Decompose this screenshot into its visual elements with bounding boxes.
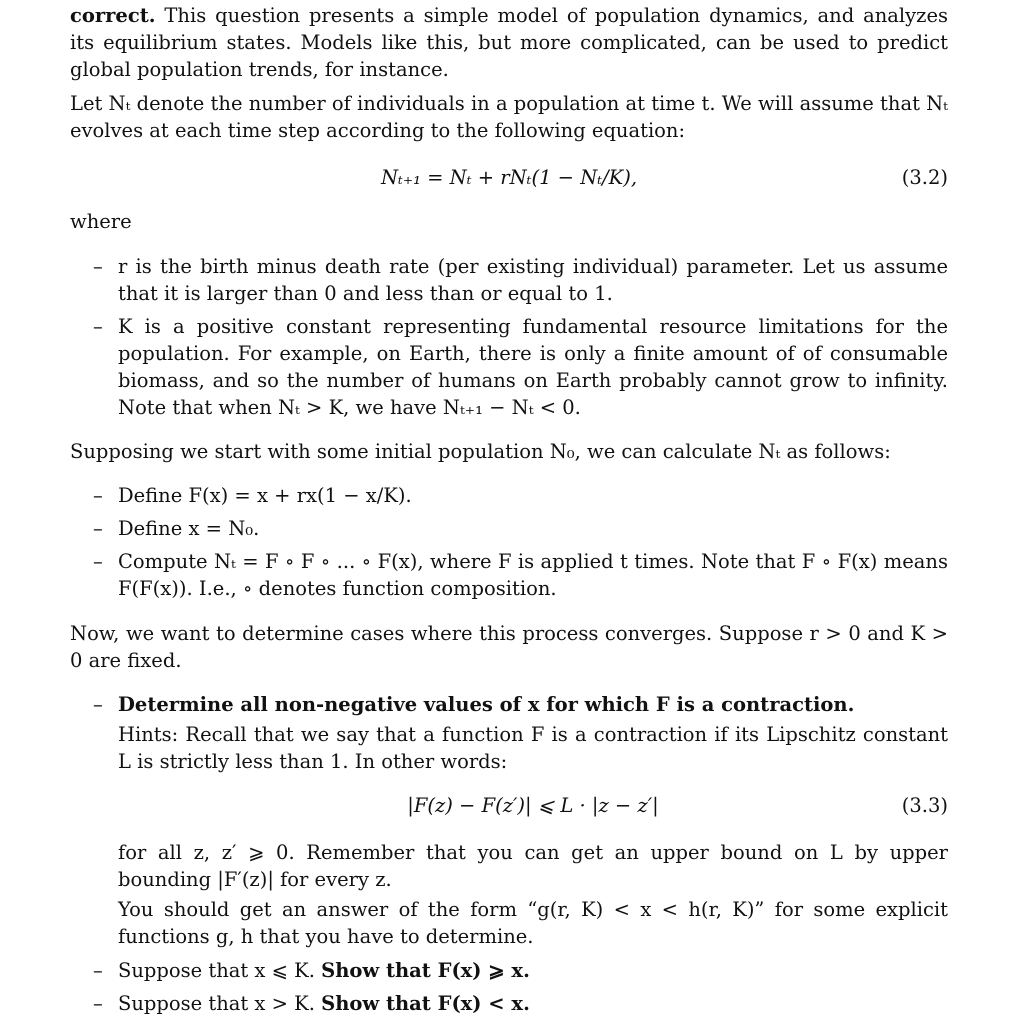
equation-3-2 [70,164,948,191]
bullet-compute-n: Compute Nₜ = F ∘ F ∘ ... ∘ F(x), where F is applied t times. Note that F ∘ F(x) means F(F(x)). I.e., ∘ denotes function composition. [118,550,948,600]
let-paragraph: Let Nₜ denote the number of individuals in a population at time t. We will assume that Nₜ evolves at each time step according to the following equation: [70,92,948,142]
bullet-dash: – [93,484,103,507]
bullet-dash: – [93,315,103,338]
intro-text: This question presents a simple model of population dynamics, and analyzes its equilibrium states. Models like this, but more complicated, can be used to predict global population trends, for instance. [70,4,948,81]
bullet-dash: – [93,959,103,982]
bullet-define-x: Define x = N₀. [118,517,260,540]
task2-show: Show that F(x) ⩾ x. [321,959,530,982]
now-paragraph: Now, we want to determine cases where this process converges. Suppose r > 0 and K > 0 are fixed. [70,622,948,672]
supposing-paragraph: Supposing we start with some initial population N₀, we can calculate Nₜ as follows: [70,440,891,463]
bullet-dash: – [93,693,103,716]
equation-3-3-number: (3.3) [901,794,948,817]
bullet-dash: – [93,255,103,278]
task1-answer-form: You should get an answer of the form “g(r, K) < x < h(r, K)” for some explicit functions g, h that you have to determine. [118,898,948,948]
task2 [118,957,948,984]
task2-condition: Suppose that x ⩽ K. [118,959,315,982]
bullet-dash: – [93,992,103,1015]
task1-hint: Hints: Recall that we say that a function F is a contraction if its Lipschitz constant L is strictly less than 1. In other words: [118,723,948,773]
task3-condition: Suppose that x > K. [118,992,315,1015]
task3 [118,990,948,1017]
where-label: where [70,210,132,233]
bullet-dash: – [93,517,103,540]
task1-after-equation: for all z, z′ ⩾ 0. Remember that you can get an upper bound on L by upper bounding |F′(z)| for every z. [118,841,948,891]
equation-3-2-number: (3.2) [901,166,948,189]
equation-3-2-formula: Nₜ₊₁ = Nₜ + rNₜ(1 − Nₜ/K), [380,166,638,189]
bullet-r-definition: r is the birth minus death rate (per existing individual) parameter. Let us assume that it is larger than 0 and less than or equal to 1. [118,255,948,305]
intro-paragraph [70,2,948,83]
equation-3-3 [118,792,948,819]
task3-show: Show that F(x) < x. [321,992,530,1015]
task1-title: Determine all non-negative values of x for which F is a contraction. [118,693,855,716]
bullet-define-f: Define F(x) = x + rx(1 − x/K). [118,484,412,507]
intro-lead: correct. [70,4,156,27]
bullet-k-definition: K is a positive constant representing fundamental resource limitations for the population. For example, on Earth, there is only a finite amount of of consumable biomass, and so the number of humans on Earth probably cannot grow to infinity. Note that when Nₜ > K, we have Nₜ₊₁ − Nₜ < 0. [118,315,948,419]
bullet-dash: – [93,550,103,573]
equation-3-3-formula: |F(z) − F(z′)| ⩽ L · |z − z′| [407,794,659,817]
